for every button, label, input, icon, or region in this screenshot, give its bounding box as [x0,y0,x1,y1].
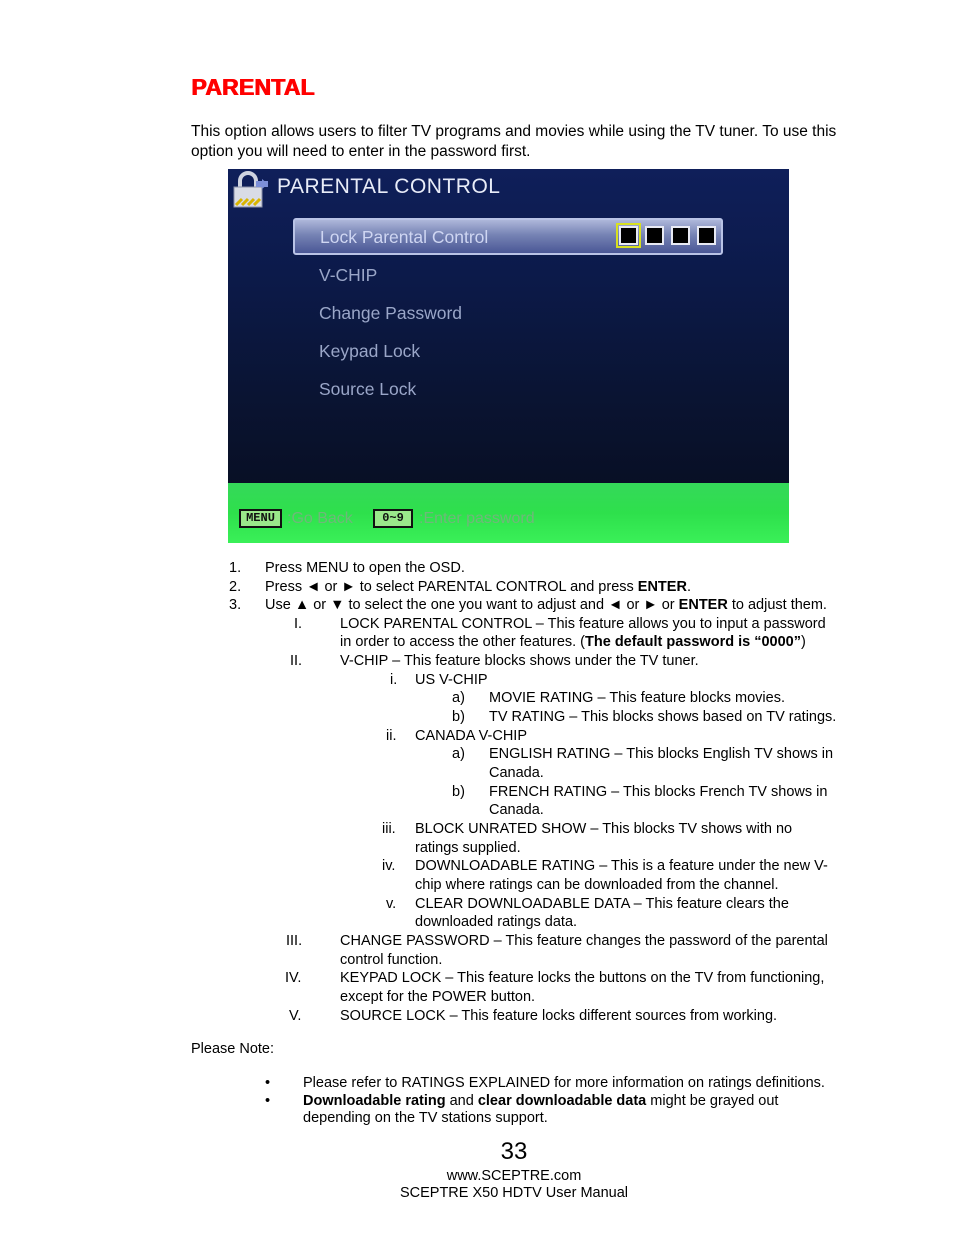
list-number: 1. [229,560,242,576]
section-heading: PARENTAL [191,74,315,100]
sub-item-text: Canada. [489,802,544,818]
osd-hint-bar [228,483,789,543]
password-input[interactable] [619,226,716,245]
sub-item-text: DOWNLOADABLE RATING – This is a feature under the new V- [415,858,828,874]
password-digit-box[interactable] [645,226,664,245]
footer-manual-title: SCEPTRE X50 HDTV User Manual [399,1185,629,1201]
menu-item-source-lock[interactable]: Source Lock [319,379,417,399]
step-text-bold: ENTER [678,597,728,613]
sub-item-text: US V-CHIP [415,672,488,688]
bullet-bold: Downloadable rating [303,1093,446,1109]
sub-item-text: SOURCE LOCK – This feature locks different sources from working. [340,1008,778,1024]
password-digit-box[interactable] [671,226,690,245]
default-password-note: The default password is “0000” [585,634,801,650]
list-number: b) [452,784,465,800]
list-number: i. [390,672,398,688]
password-digit-box[interactable] [697,226,716,245]
sub-item-text: BLOCK UNRATED SHOW – This blocks TV shows with no [415,821,793,837]
list-number: 2. [229,579,242,595]
menu-item-keypad-lock[interactable]: Keypad Lock [319,341,421,361]
note-label: Please Note: [191,1041,275,1057]
list-number: I. [294,616,303,632]
sub-item-text: FRENCH RATING – This blocks French TV shows in [489,784,828,800]
step-text-part: Press ◄ or ► to select PARENTAL CONTROL and press [265,579,638,595]
bullet-bold: clear downloadable data [477,1093,647,1109]
bullet-text: depending on the TV stations support. [303,1110,548,1126]
sub-item-text: LOCK PARENTAL CONTROL – This feature allows you to input a password [340,616,826,632]
osd-screenshot [228,169,789,543]
bullet-part: and [445,1093,478,1109]
list-number: b) [452,709,465,725]
bullet-text [303,1093,778,1110]
list-number: v. [386,896,397,912]
menu-key-hint: :Go Back [287,510,353,527]
step-text-bold: ENTER [637,579,687,595]
step-text [265,578,691,597]
step-text-part: to adjust them. [727,597,827,613]
list-number: IV. [285,970,302,986]
osd-title: PARENTAL CONTROL [277,175,501,198]
step-text-part: . [686,579,691,595]
menu-key: MENU [239,509,282,528]
sub-item-text: TV RATING – This blocks shows based on TV ratings. [489,709,837,725]
bullet-dot: • [265,1093,271,1109]
menu-item-change-password[interactable]: Change Password [319,303,462,323]
step-text: Press MENU to open the OSD. [265,560,465,576]
list-number: iv. [382,858,396,874]
password-digit-box[interactable] [619,226,638,245]
menu-item-v-chip[interactable]: V-CHIP [319,265,378,285]
sub-item-text: KEYPAD LOCK – This feature locks the buttons on the TV from functioning, [340,970,825,986]
list-number: ii. [386,728,397,744]
number-key: 0~9 [373,509,413,528]
sub-item-text: except for the POWER button. [340,989,536,1005]
sub-item-text [340,633,806,652]
sub-item-text: downloaded ratings data. [415,914,578,930]
sub-item-text: MOVIE RATING – This feature blocks movies. [489,690,785,706]
sub-item-text: Canada. [489,765,544,781]
menu-item-lock-parental-control[interactable] [293,218,723,255]
list-number: a) [452,690,465,706]
sub-item-text: ENGLISH RATING – This blocks English TV shows in [489,746,834,762]
list-number: III. [286,933,303,949]
menu-item-label: Lock Parental Control [320,227,489,247]
sub-item-text: ratings supplied. [415,840,521,856]
list-number: II. [290,653,303,669]
footer-website: www.SCEPTRE.com [446,1168,582,1184]
sub-item-text-part: in order to access the other features. ( [340,634,586,650]
sub-item-text: CANADA V-CHIP [415,728,527,744]
sub-item-text-part: ) [800,634,806,650]
bullet-text: Please refer to RATINGS EXPLAINED for more information on ratings definitions. [303,1075,825,1091]
step-text [265,596,827,615]
bullet-part: might be grayed out [646,1093,779,1109]
list-number: iii. [382,821,396,837]
sub-item-text: control function. [340,952,443,968]
sub-item-text: V-CHIP – This feature blocks shows under the TV tuner. [340,653,699,669]
padlock-icon [230,171,270,209]
page-number: 33 [500,1138,528,1165]
list-number: a) [452,746,465,762]
sub-item-text: CHANGE PASSWORD – This feature changes the password of the parental [340,933,828,949]
bullet-dot: • [265,1075,271,1091]
sub-item-text: CLEAR DOWNLOADABLE DATA – This feature clears the [415,896,789,912]
step-text-part: Use ▲ or ▼ to select the one you want to adjust and ◄ or ► or [265,597,679,613]
sub-item-text: chip where ratings can be downloaded from the channel. [415,877,779,893]
list-number: V. [289,1008,302,1024]
list-number: 3. [229,597,242,613]
intro-paragraph: This option allows users to filter TV programs and movies while using the TV tuner. To use this option you will need to enter in the password first. [191,123,837,160]
number-key-hint: :Enter password [419,510,535,527]
